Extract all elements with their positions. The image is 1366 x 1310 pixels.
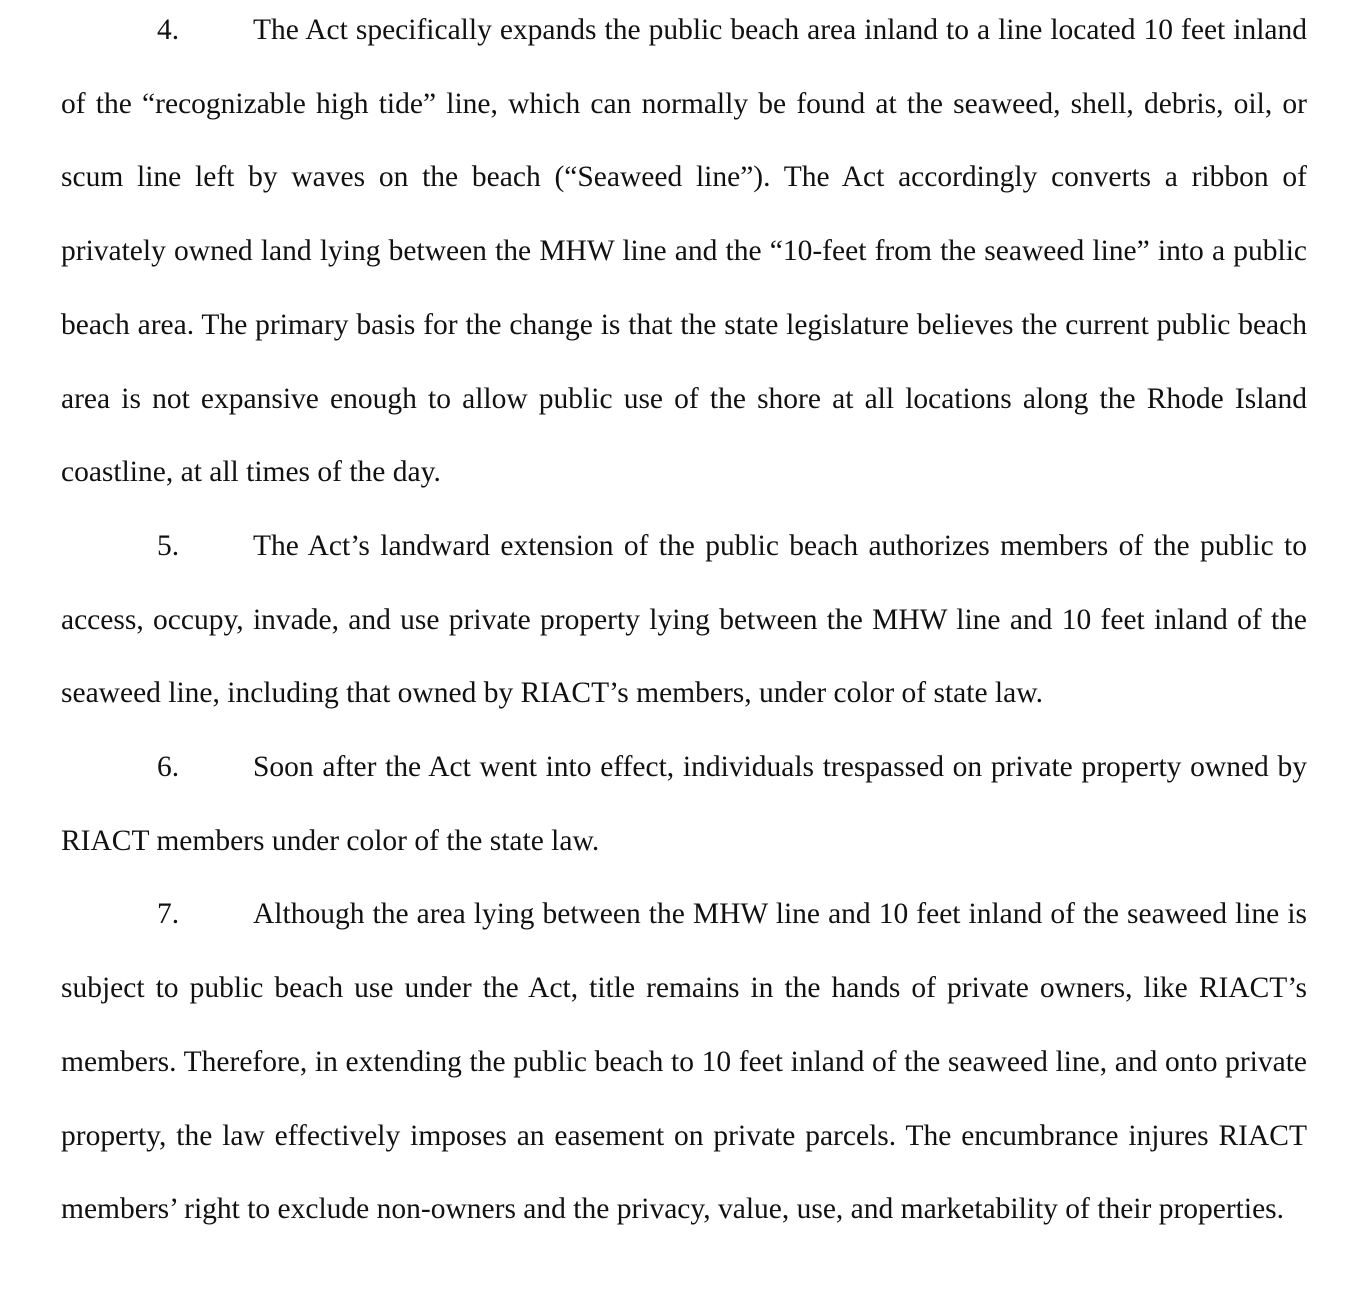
paragraph-number: 7.	[157, 898, 180, 931]
paragraph-7	[61, 878, 1307, 1247]
paragraph-6	[61, 731, 1307, 878]
paragraph-text: Although the area lying between the MHW line and 10 feet inland of the seaweed line is subject to public beach use under the Act, title remains in the hands of private owners, like RIACT’s members. Therefore, in extending the public beach to 10 feet inland of the seaweed line, and onto private property, the law effectively imposes an easement on private parcels. The encumbrance injures RIACT members’ right to exclude non-owners and the privacy, value, use, and marketability of their properties.	[61, 898, 1307, 1226]
paragraph-text: The Act specifically expands the public beach area inland to a line located 10 feet inland of the “recognizable high tide” line, which can normally be found at the seaweed, shell, debris, oil, or scum line left by waves on the beach (“Seaweed line”). The Act accordingly converts a ribbon of privately owned land lying between the MHW line and the “10-feet from the seaweed line” into a public beach area. The primary basis for the change is that the state legislature believes the current public beach area is not expansive enough to allow public use of the shore at all locations along the Rhode Island coastline, at all times of the day.	[61, 14, 1307, 489]
paragraph-number: 6.	[157, 751, 180, 784]
document-page	[61, 0, 1307, 1247]
paragraph-number: 4.	[157, 14, 180, 46]
paragraph-text: The Act’s landward extension of the public beach authorizes members of the public to access, occupy, invade, and use private property lying between the MHW line and 10 feet inland of the seaweed line, including that owned by RIACT’s members, under color of state law.	[61, 529, 1307, 710]
paragraph-5	[61, 510, 1307, 731]
paragraph-4	[61, 0, 1307, 510]
paragraph-text: Soon after the Act went into effect, individuals trespassed on private property owned by RIACT members under color of the state law.	[61, 751, 1307, 857]
paragraph-number: 5.	[157, 529, 180, 562]
